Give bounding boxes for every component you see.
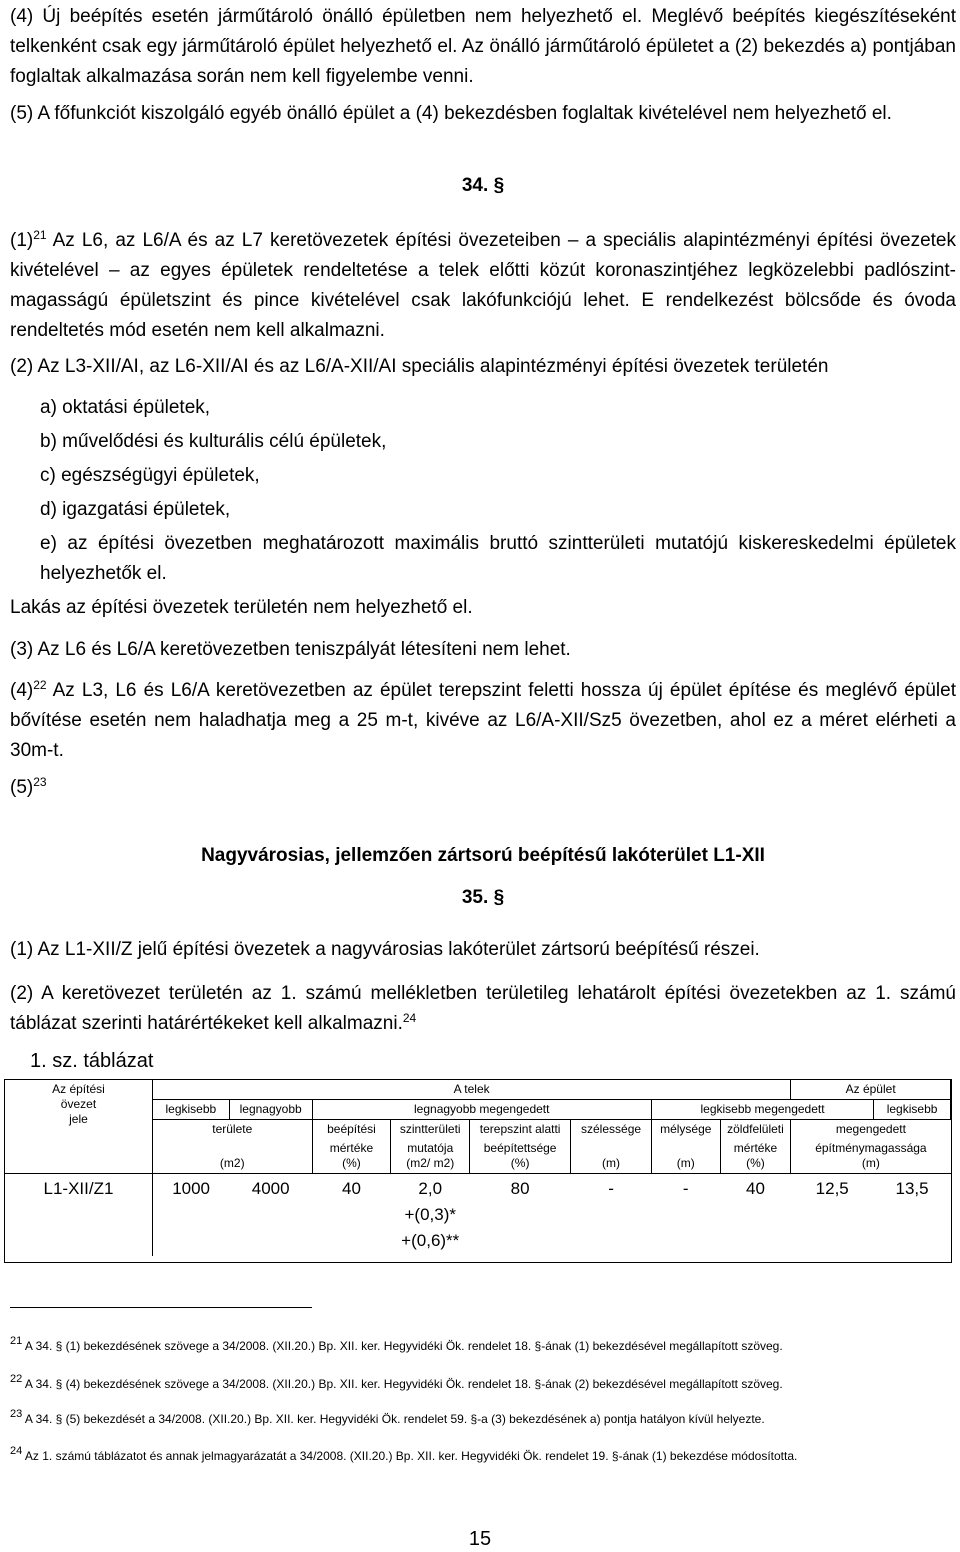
header-cell-telek: A telek (152, 1080, 790, 1100)
section-sign: § (493, 175, 505, 196)
header-cell (312, 1139, 391, 1174)
paragraph-text: (2) A keretövezet területén az 1. számú mellékletben területileg lehatárolt építési övezetekben az 1. számú táblázat szerinti határértékeket kell alkalmazni. (10, 983, 956, 1034)
header-cell: területe (152, 1120, 312, 1140)
header-text: jele (69, 1111, 88, 1126)
footnote-text: A 34. § (4) bekezdésének szövege a 34/2008. (XII.20.) Bp. XII. ker. Hegyvidéki Ök. rendelet 18. §-ának (2) bekezdésével megállapított szöveg. (24, 1377, 783, 1391)
header-cell (391, 1139, 470, 1174)
chapter-heading: Nagyvárosias, jellemzően zártsorú beépítésű lakóterület L1-XII (201, 845, 765, 866)
cell: 40 (746, 1179, 765, 1198)
unit-text: (m) (676, 1156, 695, 1170)
footnote-number: 22 (10, 1373, 23, 1385)
cell: 1000 (172, 1179, 211, 1198)
header-text: beépítettsége (483, 1141, 557, 1155)
unit-cell (152, 1139, 312, 1174)
header-cell-ovezet (5, 1080, 152, 1174)
header-cell: mélysége (651, 1120, 720, 1140)
header-cell: legkisebb (874, 1100, 951, 1120)
paragraph-label: (4) (10, 680, 34, 701)
header-text: mértéke (329, 1141, 374, 1155)
cell: 13,5 (895, 1179, 929, 1198)
unit-text: (m) (602, 1156, 621, 1170)
paragraph-34-2: (2) Az L3-XII/AI, az L6-XII/AI és az L6/A-XII/AI speciális alapintézményi építési övezetek területén (10, 356, 829, 377)
footnote (10, 1335, 950, 1354)
footnote-ref[interactable]: 21 (33, 228, 47, 242)
unit-cell (651, 1139, 720, 1174)
cell: 4000 (251, 1179, 290, 1198)
header-cell (470, 1139, 571, 1174)
header-text: mértéke (733, 1141, 778, 1155)
header-cell: legkisebb (152, 1100, 229, 1120)
section-sign: § (493, 887, 505, 908)
cell: 40 (341, 1179, 361, 1198)
header-cell-epulet: Az épület (791, 1080, 951, 1100)
footnote-number: 23 (10, 1408, 23, 1420)
cell: 80 (510, 1179, 530, 1198)
paragraph-text: Az L3, L6 és L6/A keretövezetben az épület terepszint feletti hossza új épület építése és meglévő épület bővítése esetén nem haladhatja meg a 25 m-t, kivéve az L6/A-XII/Sz5 övezetben, ahol ez a méret elérheti a 30m-t. (10, 680, 956, 761)
footnote-text: A 34. § (5) bekezdését a 34/2008. (XII.20.) Bp. XII. ker. Hegyvidéki Ök. rendelet 59. §-a (3) bekezdésének a) pontja hatályon kívül helyezte. (24, 1412, 765, 1426)
cell-line: +(0,6)** (401, 1231, 460, 1250)
paragraph-34-1 (10, 226, 956, 346)
header-text: Az építési (52, 1081, 105, 1096)
header-cell: legnagyobb (229, 1100, 312, 1120)
paragraph-35-2 (10, 979, 956, 1039)
unit-text: (%) (746, 1156, 765, 1170)
header-cell: beépítési (312, 1120, 391, 1140)
limits-table (5, 1079, 951, 1256)
paragraph-34-5 (10, 773, 956, 803)
header-cell: zöldfelületi (720, 1120, 791, 1140)
cell-ovezet: L1-XII/Z1 (5, 1174, 152, 1257)
table-caption: 1. sz. táblázat (30, 1050, 154, 1072)
footnote (10, 1373, 950, 1392)
list-item: e) az építési övezetben meghatározott maximális bruttó szintterületi mutatójú kiskereskedelmi épületek helyezhetők el. (40, 533, 956, 584)
header-text: övezet (60, 1096, 97, 1111)
footnote-separator (10, 1307, 312, 1308)
header-cell: szélessége (571, 1120, 652, 1140)
list-item: c) egészségügyi épületek, (40, 465, 260, 486)
footnote-text: A 34. § (1) bekezdésének szövege a 34/2008. (XII.20.) Bp. XII. ker. Hegyvidéki Ök. rendelet 18. §-ának (1) bekezdésével megállapított szöveg. (24, 1339, 783, 1353)
paragraph-35-1: (1) Az L1-XII/Z jelű építési övezetek a nagyvárosias lakóterület zártsorú beépítésű részei. (10, 939, 760, 960)
header-cell: terepszint alatti (470, 1120, 571, 1140)
unit-text: (m2) (219, 1156, 245, 1170)
unit-text: (m) (861, 1156, 880, 1170)
cell: - (682, 1179, 689, 1198)
unit-text: (%) (342, 1156, 361, 1170)
cell-szintterulet (391, 1174, 470, 1257)
table-row (5, 1174, 951, 1257)
unit-cell (571, 1139, 652, 1174)
cell-line: 2,0 (418, 1179, 443, 1198)
header-cell: megengedett (791, 1120, 951, 1140)
section-35-title (10, 883, 956, 913)
cell: 12,5 (815, 1179, 849, 1198)
header-cell (791, 1139, 951, 1174)
footnote-number: 24 (10, 1445, 23, 1457)
header-text: mutatója (407, 1141, 454, 1155)
footnote (10, 1445, 950, 1464)
header-cell: legkisebb megengedett (651, 1100, 873, 1120)
header-cell: legnagyobb megengedett (312, 1100, 651, 1120)
table-header-row (5, 1080, 951, 1100)
paragraph-label: (1) (10, 230, 34, 251)
cell: - (608, 1179, 614, 1198)
building-list (40, 393, 956, 593)
paragraph-lakas: Lakás az építési övezetek területén nem helyezhető el. (10, 597, 473, 618)
header-cell (720, 1139, 791, 1174)
footnote-ref[interactable]: 24 (402, 1011, 417, 1025)
unit-text: (%) (510, 1156, 530, 1170)
list-item: d) igazgatási épületek, (40, 499, 231, 520)
section-number: 35. (461, 887, 489, 908)
list-item: a) oktatási épületek, (40, 397, 211, 418)
footnote-number: 21 (10, 1335, 23, 1347)
list-item: b) művelődési és kulturális célú épületek, (40, 431, 387, 452)
header-cell: szintterületi (391, 1120, 470, 1140)
section-34-title (10, 171, 956, 201)
paragraph-34-3: (3) Az L6 és L6/A keretövezetben teniszpályát létesíteni nem lehet. (10, 639, 571, 660)
paragraph-5: (5) A főfunkciót kiszolgáló egyéb önálló épület a (4) bekezdésben foglaltak kivételével nem helyezhető el. (10, 103, 892, 124)
footnote-text: Az 1. számú táblázatot és annak jelmagyarázatát a 34/2008. (XII.20.) Bp. XII. ker. Hegyvidéki Ök. rendelet 19. §-ának (1) bekezdése módosította. (24, 1449, 798, 1463)
footnote (10, 1408, 950, 1427)
page-number: 15 (468, 1528, 492, 1550)
unit-text: (m2/ m2) (406, 1156, 455, 1170)
paragraph-text: Az L6, az L6/A és az L7 keretövezetek építési övezeteiben – a speciális alapintézményi építési övezetek kivételével – az egyes épületek rendeltetése a telek előtti közút koronaszintjéhez legközelebbi padlószint-magasságú épületszint és pince kivételével csak lakófunkciójú lehet. E rendelkezést bölcsőde és óvoda rendeltetés mód esetén nem kell alkalmazni. (10, 230, 956, 341)
header-text: építménymagassága (815, 1141, 927, 1155)
paragraph-34-4 (10, 676, 956, 766)
footnote-ref[interactable]: 22 (33, 678, 47, 692)
section-number: 34. (461, 175, 489, 196)
paragraph-4: (4) Új beépítés esetén járműtároló önálló épületben nem helyezhető el. Meglévő beépítés kiegészítéseként telkenként csak egy járműtároló épület helyezhető el. Az önálló járműtároló épületet a (2) bekezdés a) pontjában foglaltak alkalmazása során nem kell figyelembe venni. (10, 6, 956, 87)
footnote-ref[interactable]: 23 (33, 775, 47, 789)
cell-line: +(0,3)* (404, 1205, 456, 1224)
paragraph-label: (5) (10, 777, 34, 798)
